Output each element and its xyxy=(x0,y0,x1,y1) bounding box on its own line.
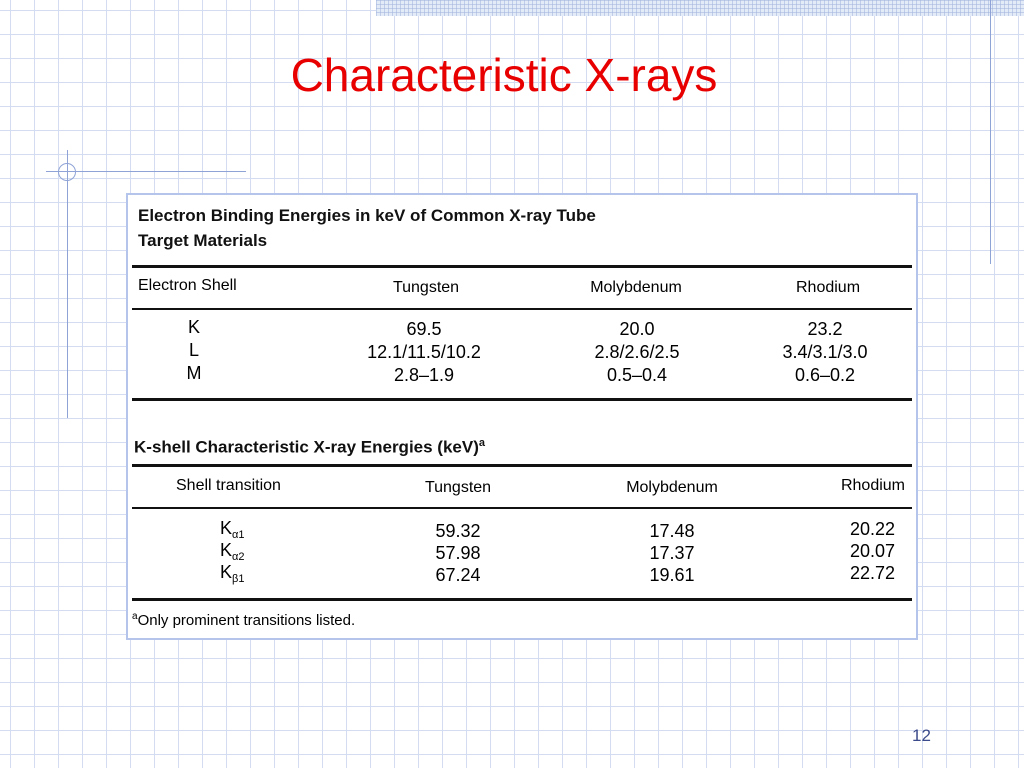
decor-horizontal-line xyxy=(46,171,246,172)
transition-subscript: β1 xyxy=(232,573,245,585)
table-rule xyxy=(132,464,912,467)
kshell-cell-tungsten: 59.32 xyxy=(435,521,481,541)
kshell-cell-tungsten: 57.98 xyxy=(435,543,481,563)
transition-symbol: K xyxy=(220,562,233,582)
kshell-header-molybdenum: Molybdenum xyxy=(626,479,718,496)
binding-cell-shell: K xyxy=(187,317,201,337)
kshell-cell-transition xyxy=(220,540,245,561)
kshell-cell-molybdenum: 19.61 xyxy=(649,565,695,585)
decor-vertical-line-right xyxy=(990,0,991,264)
kshell-cell-molybdenum: 17.48 xyxy=(649,521,695,541)
binding-header-molybdenum: Molybdenum xyxy=(590,279,682,296)
binding-cell-rhodium: 3.4/3.1/3.0 xyxy=(782,342,868,362)
kshell-cell-transition xyxy=(220,562,244,583)
kshell-header-transition: Shell transition xyxy=(176,477,281,494)
kshell-header-rhodium: Rhodium xyxy=(840,477,905,494)
binding-cell-tungsten: 2.8–1.9 xyxy=(393,365,455,385)
binding-cell-molybdenum: 0.5–0.4 xyxy=(606,365,668,385)
kshell-cell-rhodium: 20.22 xyxy=(849,519,895,539)
binding-cell-shell: L xyxy=(188,340,200,360)
decor-vertical-line-left xyxy=(67,150,68,418)
kshell-caption-text: K-shell Characteristic X-ray Energies (keV) xyxy=(134,437,479,457)
binding-cell-molybdenum: 20.0 xyxy=(619,319,655,339)
table-rule xyxy=(132,598,912,601)
binding-cell-rhodium: 0.6–0.2 xyxy=(794,365,856,385)
transition-symbol: K xyxy=(220,540,233,560)
table-figure xyxy=(126,193,918,640)
binding-table-caption-line1: Electron Binding Energies in keV of Common X-ray Tube xyxy=(138,206,596,225)
kshell-table-caption xyxy=(134,432,485,459)
table-rule xyxy=(132,265,912,268)
footnote-mark: a xyxy=(132,611,138,622)
kshell-cell-rhodium: 22.72 xyxy=(849,563,895,583)
binding-cell-molybdenum: 2.8/2.6/2.5 xyxy=(594,342,680,362)
slide-title: Characteristic X-rays xyxy=(290,49,718,101)
table-rule xyxy=(132,507,912,509)
kshell-cell-tungsten: 67.24 xyxy=(435,565,481,585)
kshell-header-tungsten: Tungsten xyxy=(424,479,492,496)
binding-header-rhodium: Rhodium xyxy=(795,279,861,296)
footnote-text: Only prominent transitions listed. xyxy=(137,612,356,629)
binding-cell-tungsten: 12.1/11.5/10.2 xyxy=(367,342,481,362)
transition-symbol: K xyxy=(220,518,233,538)
binding-header-shell: Electron Shell xyxy=(138,277,237,294)
table-rule xyxy=(132,308,912,310)
binding-table-caption-line2: Target Materials xyxy=(138,231,268,250)
table-rule xyxy=(132,398,912,401)
binding-cell-shell: M xyxy=(186,363,202,383)
binding-cell-rhodium: 23.2 xyxy=(807,319,843,339)
decor-circle-icon xyxy=(58,163,76,181)
kshell-cell-molybdenum: 17.37 xyxy=(649,543,695,563)
transition-subscript: α2 xyxy=(232,551,245,563)
transition-subscript: α1 xyxy=(232,529,245,541)
table-footnote xyxy=(132,611,355,629)
binding-cell-tungsten: 69.5 xyxy=(406,319,442,339)
kshell-cell-transition xyxy=(220,518,245,539)
binding-header-tungsten: Tungsten xyxy=(392,279,460,296)
kshell-caption-note-mark: a xyxy=(478,437,485,449)
header-band xyxy=(376,0,1024,16)
page-number: 12 xyxy=(912,726,931,745)
kshell-cell-rhodium: 20.07 xyxy=(849,541,895,561)
